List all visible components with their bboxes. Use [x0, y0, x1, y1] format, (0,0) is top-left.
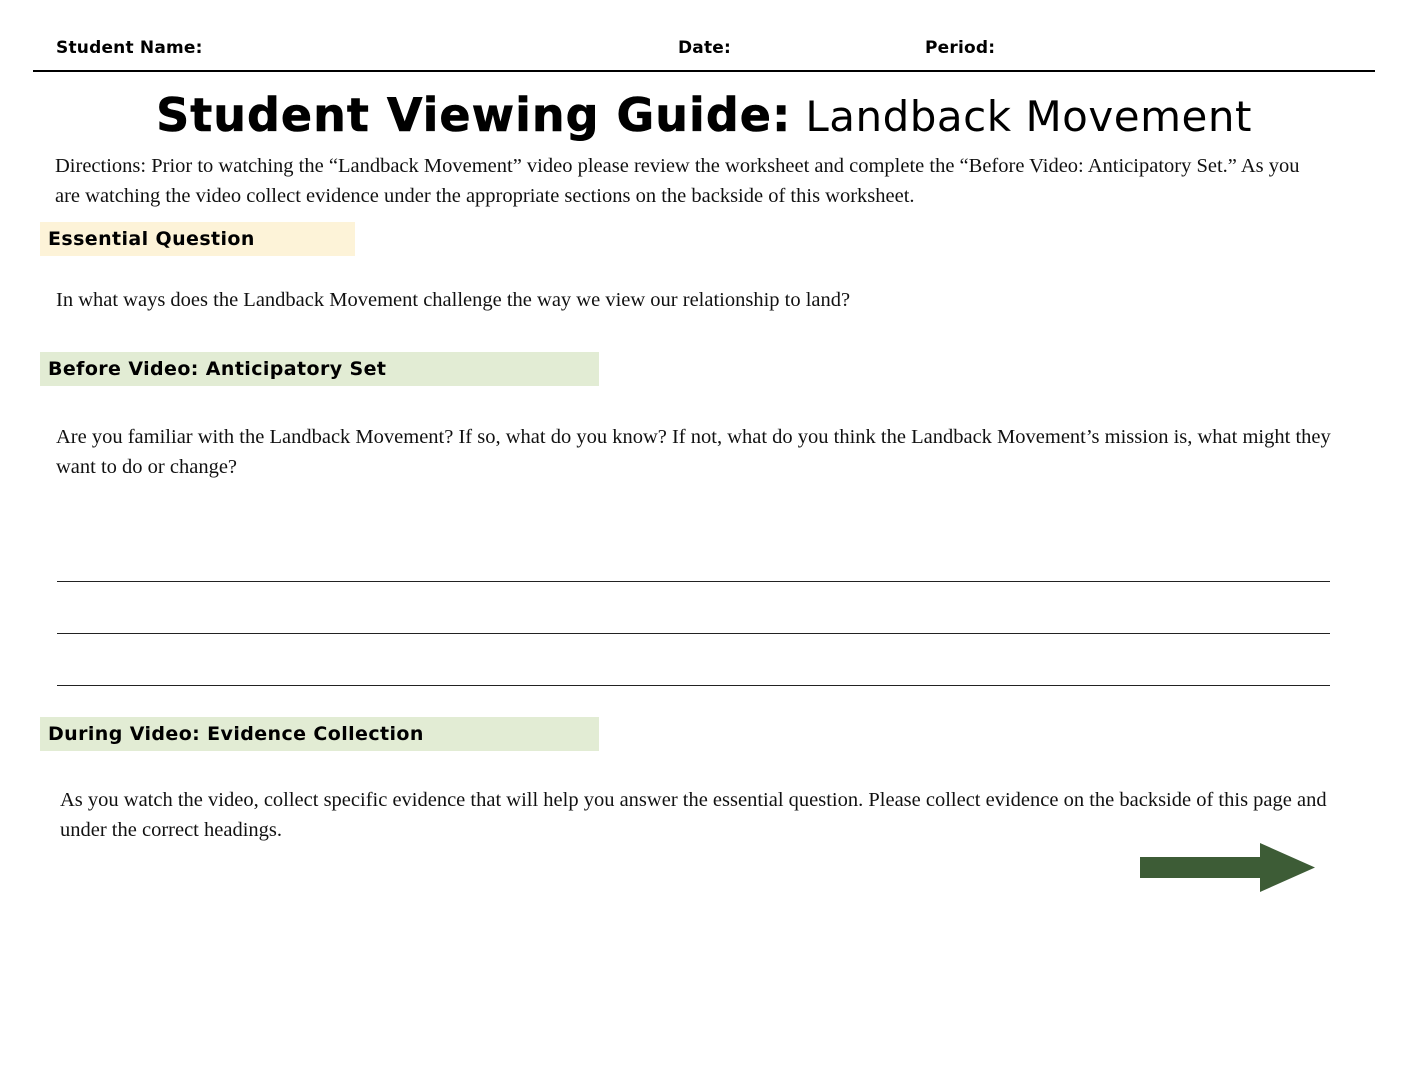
section-heading-during-video: During Video: Evidence Collection: [40, 717, 599, 751]
worksheet-header: [33, 30, 1375, 72]
date-label: Date:: [678, 38, 732, 58]
section-heading-essential-question: Essential Question: [40, 222, 355, 256]
answer-line[interactable]: [57, 530, 1330, 582]
before-video-prompt: Are you familiar with the Landback Movement? If so, what do you know? If not, what do you think the Landback Movement’s mission is, what might they want to do or change?: [56, 426, 1331, 478]
page-title-subject: Landback Movement: [805, 92, 1252, 141]
answer-line[interactable]: [57, 582, 1330, 634]
page-title-main: Student Viewing Guide:: [156, 88, 792, 142]
right-arrow-icon: [1140, 840, 1320, 896]
period-label: Period:: [925, 38, 996, 58]
essential-question-text: In what ways does the Landback Movement challenge the way we view our relationship to land?: [56, 289, 851, 311]
student-name-label: Student Name:: [56, 38, 203, 58]
directions-text: Directions: Prior to watching the “Landback Movement” video please review the worksheet and complete the “Before Video: Anticipatory Set.” As you are watching the video collect evidence under the appropriate sections on the backside of this worksheet.: [55, 155, 1300, 207]
answer-line[interactable]: [57, 634, 1330, 686]
section-heading-before-video: Before Video: Anticipatory Set: [40, 352, 599, 386]
during-video-instructions: As you watch the video, collect specific evidence that will help you answer the essential question. Please collect evidence on the backside of this page and under the correct headings.: [60, 789, 1327, 841]
before-video-answer-area[interactable]: [57, 530, 1330, 686]
page-title: [0, 88, 1408, 142]
